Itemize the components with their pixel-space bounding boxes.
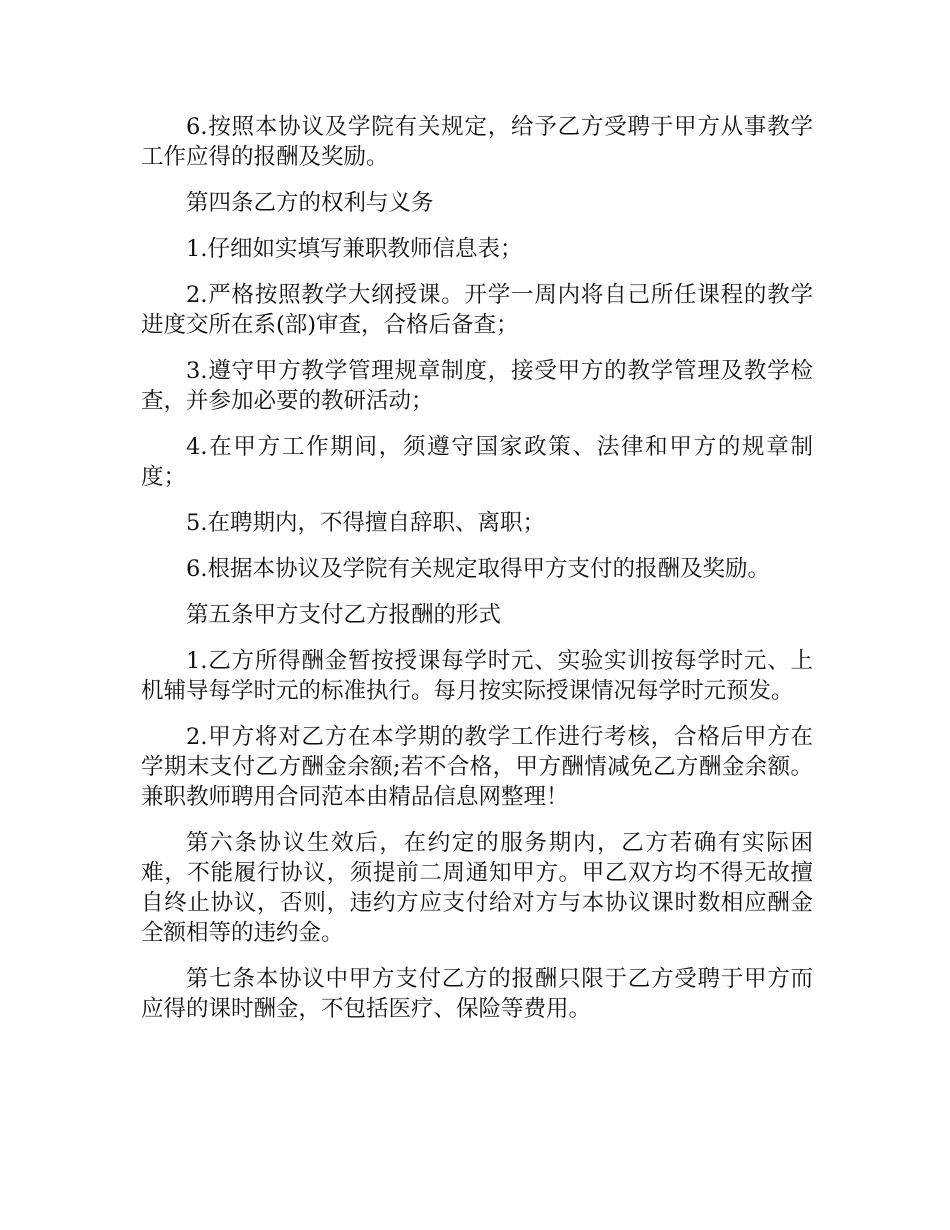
paragraph-assessment: 2.甲方将对乙方在本学期的教学工作进行考核，合格后甲方在学期末支付乙方酬金余额;若不合格，甲方酬情减免乙方酬金余额。兼职教师聘用合同范本由精品信息网整理！ [141,724,813,810]
document-body [141,112,813,1040]
paragraph-article-7: 第七条本协议中甲方支付乙方的报酬只限于乙方受聘于甲方而应得的课时酬金，不包括医疗、保险等费用。 [141,966,813,1022]
paragraph-receive-remuneration: 6.根据本协议及学院有关规定取得甲方支付的报酬及奖励。 [186,556,770,582]
paragraph-syllabus: 2.严格按照教学大纲授课。开学一周内将自己所任课程的教学进度交所在系(部)审查，合格后备查； [141,282,813,338]
paragraph-fee-standard: 1.乙方所得酬金暂按授课每学时元、实验实训按每学时元、上机辅导每学时元的标准执行。每月按实际授课情况每学时元预发。 [141,648,813,704]
paragraph-compliance: 4.在甲方工作期间，须遵守国家政策、法律和甲方的规章制度； [141,434,813,490]
paragraph-no-resignation: 5.在聘期内，不得擅自辞职、离职； [186,510,545,536]
paragraph-info-form: 1.仔细如实填写兼职教师信息表； [186,236,523,262]
paragraph-teacher-remuneration: 6.按照本协议及学院有关规定，给予乙方受聘于甲方从事教学工作应得的报酬及奖励。 [141,114,813,170]
paragraph-teaching-rules: 3.遵守甲方教学管理规章制度，接受甲方的教学管理及教学检查，并参加必要的教研活动； [141,358,813,414]
section-heading-article-5: 第五条甲方支付乙方报酬的形式 [186,602,502,628]
paragraph-article-6: 第六条协议生效后，在约定的服务期内，乙方若确有实际困难，不能履行协议，须提前二周通知甲方。甲乙双方均不得无故擅自终止协议，否则，违约方应支付给对方与本协议课时数相应酬金全额相等的违约金。 [141,830,813,946]
section-heading-article-4: 第四条乙方的权利与义务 [186,190,434,216]
